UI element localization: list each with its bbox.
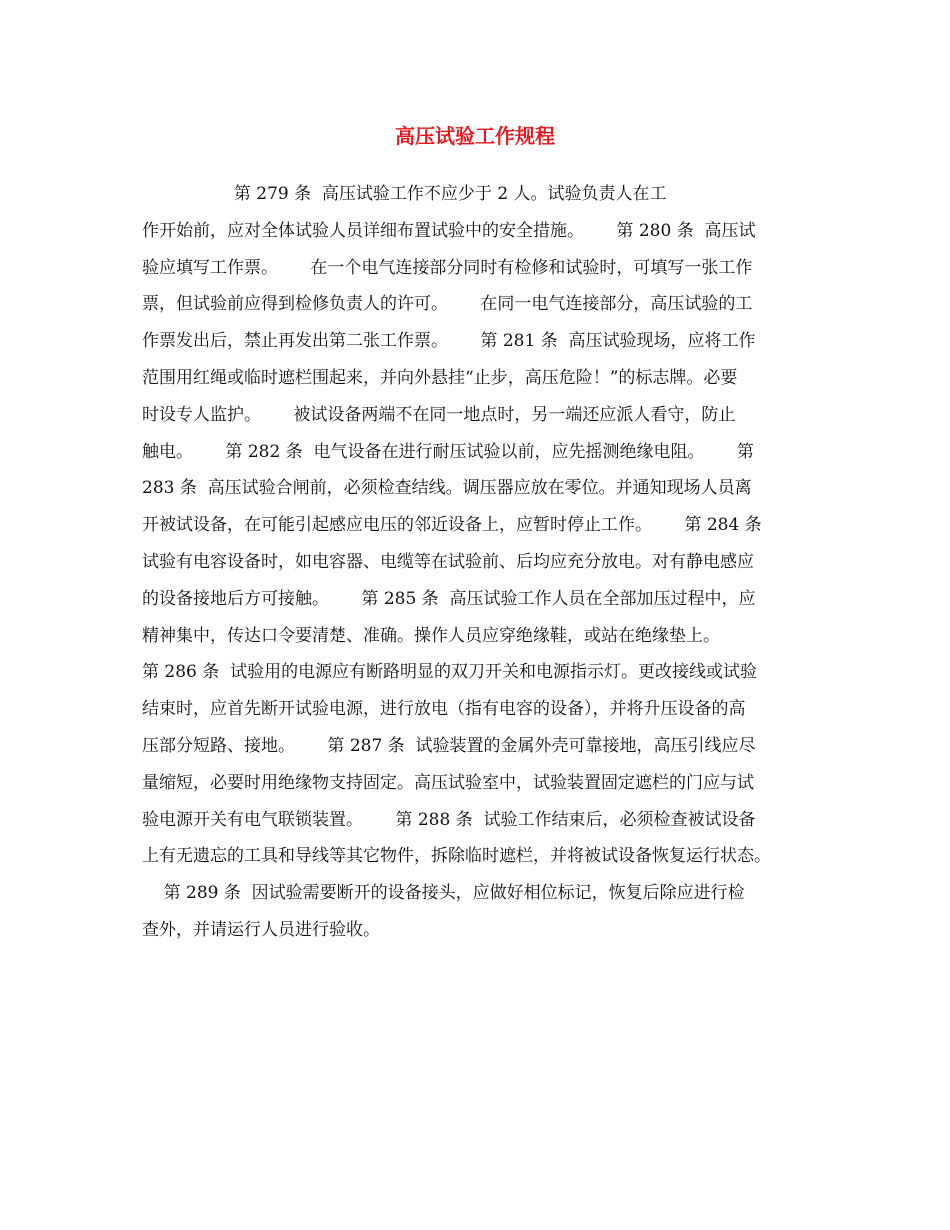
body-line: 第 279 条 高压试验工作不应少于 2 人。试验负责人在工 bbox=[142, 184, 667, 204]
body-line: 结束时，应首先断开试验电源，进行放电（指有电容的设备），并将升压设备的高 bbox=[142, 699, 746, 720]
body-line: 精神集中，传达口令要清楚、准确。操作人员应穿绝缘鞋，或站在绝缘垫上。 bbox=[142, 625, 720, 646]
body-line: 283 条 高压试验合闸前，必须检查结线。调压器应放在零位。并通知现场人员离 bbox=[142, 478, 752, 499]
body-line: 范围用红绳或临时遮栏围起来，并向外悬挂“止步，高压危险！”的标志牌。必要 bbox=[142, 367, 738, 388]
body-line: 票，但试验前应得到检修负责人的许可。 在同一电气连接部分，高压试验的工 bbox=[142, 294, 753, 315]
body-line: 试验有电容设备时，如电容器、电缆等在试验前、后均应充分放电。对有静电感应 bbox=[142, 551, 754, 572]
body-line: 作开始前，应对全体试验人员详细布置试验中的安全措施。 第 280 条 高压试 bbox=[142, 220, 756, 241]
body-line: 验电源开关有电气联锁装置。 第 288 条 试验工作结束后，必须检查被试设备 bbox=[142, 809, 756, 830]
body-line: 的设备接地后方可接触。 第 285 条 高压试验工作人员在全部加压过程中，应 bbox=[142, 588, 756, 609]
body-line: 触电。 第 282 条 电气设备在进行耐压试验以前，应先摇测绝缘电阻。 第 bbox=[142, 441, 754, 462]
body-line: 验应填写工作票。 在一个电气连接部分同时有检修和试验时，可填写一张工作 bbox=[142, 257, 753, 278]
body-line: 开被试设备，在可能引起感应电压的邻近设备上，应暂时停止工作。 第 284 条 bbox=[142, 515, 762, 536]
body-line: 第 286 条 试验用的电源应有断路明显的双刀开关和电源指示灯。更改接线或试验 bbox=[142, 662, 758, 683]
document-title: 高压试验工作规程 bbox=[395, 124, 555, 148]
body-line: 第 289 条 因试验需要断开的设备接头，应做好相位标记，恢复后除应进行检 bbox=[142, 883, 745, 904]
document-body bbox=[142, 176, 822, 949]
body-line: 上有无遗忘的工具和导线等其它物件，拆除临时遮栏，并将被试设备恢复运行状态。 bbox=[142, 846, 771, 867]
body-line: 查外，并请运行人员进行验收。 bbox=[142, 919, 380, 940]
body-line: 作票发出后，禁止再发出第二张工作票。 第 281 条 高压试验现场，应将工作 bbox=[142, 331, 756, 352]
body-line: 量缩短，必要时用绝缘物支持固定。高压试验室中，试验装置固定遮栏的门应与试 bbox=[142, 772, 754, 793]
body-line: 时设专人监护。 被试设备两端不在同一地点时，另一端还应派人看守，防止 bbox=[142, 404, 736, 425]
body-line: 压部分短路、接地。 第 287 条 试验装置的金属外壳可靠接地，高压引线应尽 bbox=[142, 735, 756, 756]
